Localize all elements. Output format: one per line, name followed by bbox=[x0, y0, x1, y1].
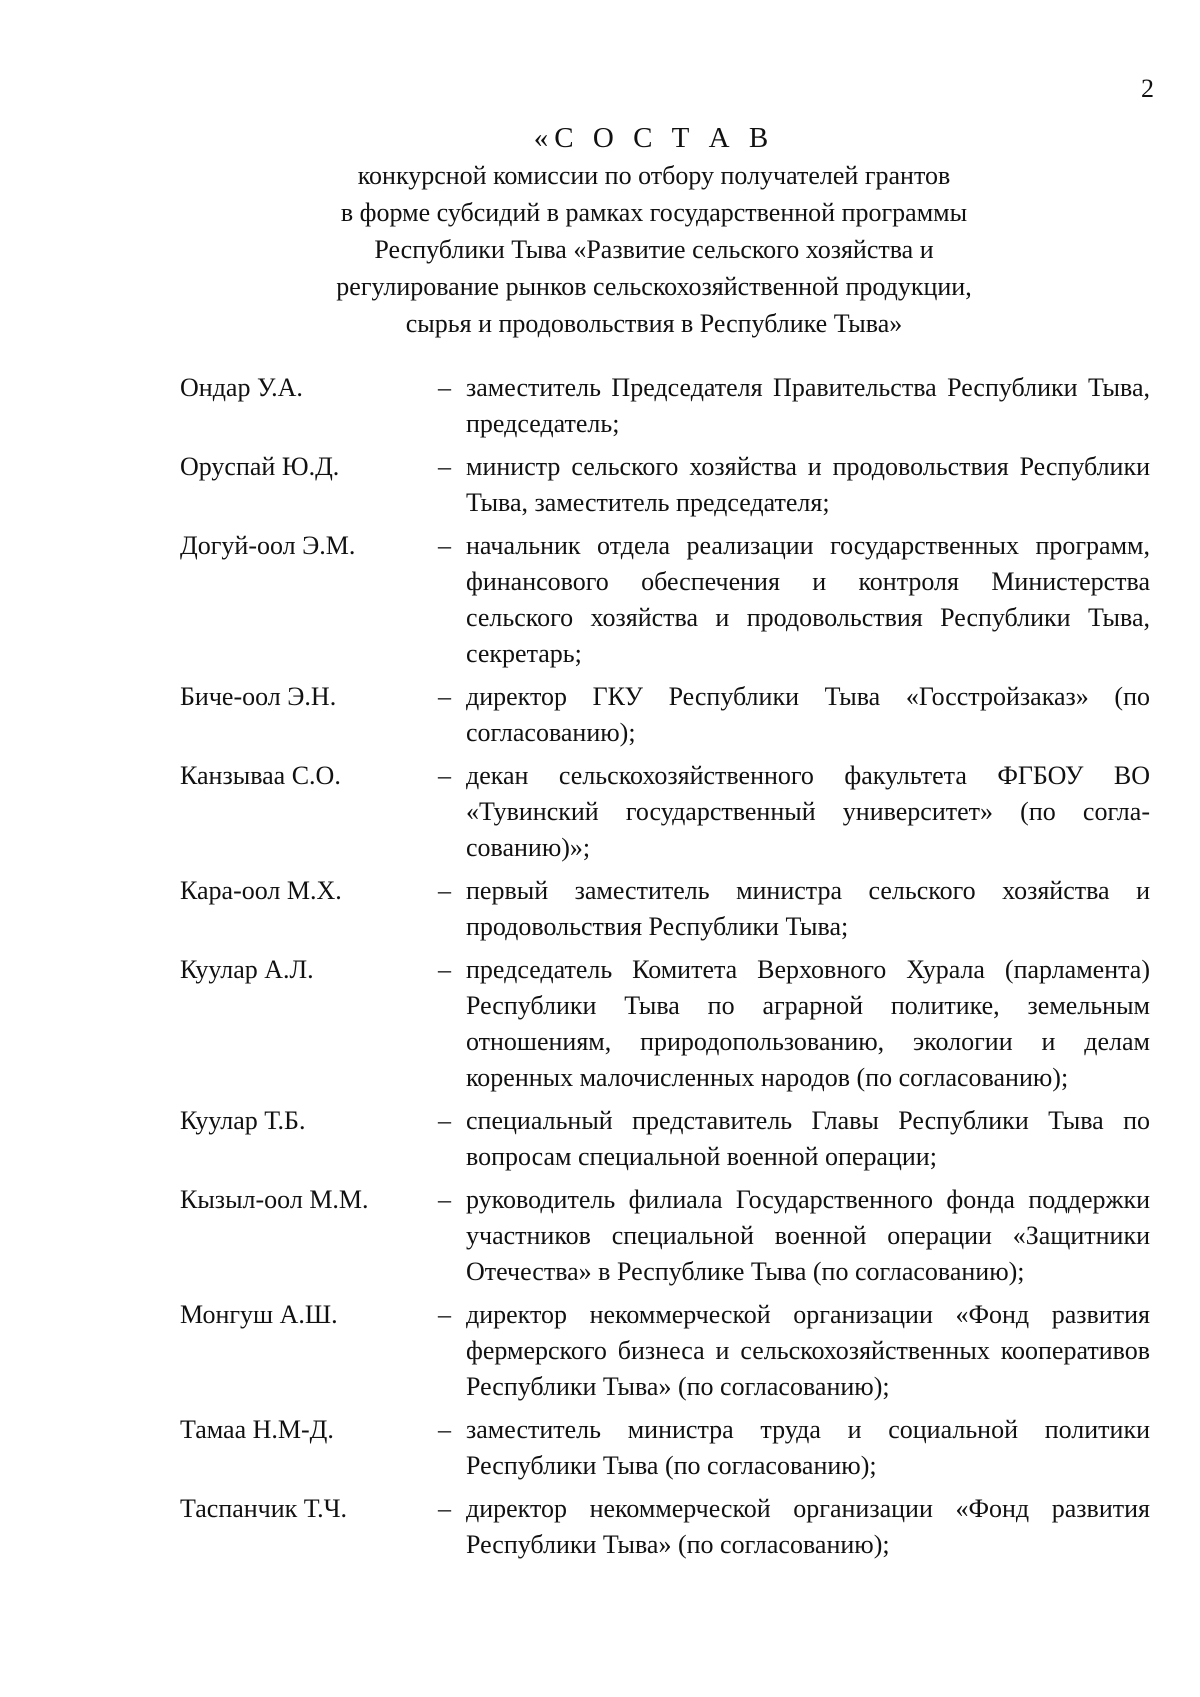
member-role: начальник отдела реализации государственных программ, финансового обеспечения и контроля Министерства сельского хозяйства и продовольствия Республики Тыва, секретарь; bbox=[466, 531, 1150, 668]
member-name: Таспанчик Т.Ч. bbox=[180, 1494, 347, 1523]
member-row bbox=[180, 952, 1150, 1096]
dash-separator: – bbox=[438, 682, 451, 711]
dash-separator: – bbox=[438, 452, 451, 481]
member-row bbox=[180, 370, 1150, 442]
member-row bbox=[180, 1103, 1150, 1175]
member-role: руководитель филиала Государственного фонда поддержки участников специальной военной операции «Защитники Отечества» в Республике Тыва (по согласованию); bbox=[466, 1185, 1150, 1286]
heading-line: регулирование рынков сельскохозяйственной продукции, bbox=[336, 272, 972, 301]
member-name: Биче-оол Э.Н. bbox=[180, 682, 337, 711]
member-name: Куулар А.Л. bbox=[180, 955, 314, 984]
commission-members-list bbox=[180, 370, 1150, 1570]
member-row bbox=[180, 679, 1150, 751]
dash-separator: – bbox=[438, 1185, 451, 1214]
dash-separator: – bbox=[438, 1415, 451, 1444]
member-role: декан сельскохозяйственного факультета ФГБОУ ВО «Тувинский государственный университет» (по согласованию)»; bbox=[466, 761, 1150, 862]
member-name: Монгуш А.Ш. bbox=[180, 1300, 338, 1329]
member-name: Догуй-оол Э.М. bbox=[180, 531, 356, 560]
member-role: заместитель министра труда и социальной политики Республики Тыва (по согласованию); bbox=[466, 1415, 1150, 1480]
heading-title: «С О С Т А В bbox=[533, 122, 775, 154]
member-name: Кызыл-оол М.М. bbox=[180, 1185, 369, 1214]
member-row bbox=[180, 1297, 1150, 1405]
member-row bbox=[180, 1412, 1150, 1484]
dash-separator: – bbox=[438, 955, 451, 984]
heading-line: сырья и продовольствия в Республике Тыва» bbox=[405, 309, 903, 338]
member-role: заместитель Председателя Правительства Республики Тыва, председатель; bbox=[466, 373, 1150, 438]
member-row bbox=[180, 449, 1150, 521]
heading-line: Республики Тыва «Развитие сельского хозяйства и bbox=[374, 235, 934, 264]
member-row bbox=[180, 1491, 1150, 1563]
dash-separator: – bbox=[438, 373, 451, 402]
page-number: 2 bbox=[1141, 74, 1154, 103]
dash-separator: – bbox=[438, 1106, 451, 1135]
member-role: председатель Комитета Верховного Хурала (парламента) Республики Тыва по аграрной политике, земельным отношениям, природопользованию, экологии и делам коренных малочисленных народов (по согласованию); bbox=[466, 955, 1150, 1092]
member-role: первый заместитель министра сельского хозяйства и продовольствия Республики Тыва; bbox=[466, 876, 1150, 941]
member-row bbox=[180, 1182, 1150, 1290]
member-name: Ондар У.А. bbox=[180, 373, 303, 402]
member-name: Оруспай Ю.Д. bbox=[180, 452, 340, 481]
document-heading bbox=[180, 120, 1128, 342]
dash-separator: – bbox=[438, 876, 451, 905]
member-role: директор некоммерческой организации «Фонд развития Республики Тыва» (по согласованию); bbox=[466, 1494, 1150, 1559]
member-role: специальный представитель Главы Республики Тыва по вопросам специальной военной операции; bbox=[466, 1106, 1150, 1171]
dash-separator: – bbox=[438, 1300, 451, 1329]
member-name: Тамаа Н.М-Д. bbox=[180, 1415, 334, 1444]
dash-separator: – bbox=[438, 761, 451, 790]
member-name: Канзываа С.О. bbox=[180, 761, 341, 790]
dash-separator: – bbox=[438, 1494, 451, 1523]
member-role: министр сельского хозяйства и продовольствия Республики Тыва, заместитель председателя; bbox=[466, 452, 1150, 517]
dash-separator: – bbox=[438, 531, 451, 560]
heading-line: в форме субсидий в рамках государственной программы bbox=[340, 198, 968, 227]
member-row bbox=[180, 528, 1150, 672]
member-name: Кара-оол М.Х. bbox=[180, 876, 342, 905]
member-role: директор некоммерческой организации «Фонд развития фермерского бизнеса и сельскохозяйственных кооперативов Республики Тыва» (по согласованию); bbox=[466, 1300, 1150, 1401]
member-role: директор ГКУ Республики Тыва «Госстройзаказ» (по согласованию); bbox=[466, 682, 1150, 747]
member-row bbox=[180, 758, 1150, 866]
member-row bbox=[180, 873, 1150, 945]
member-name: Куулар Т.Б. bbox=[180, 1106, 306, 1135]
heading-line: конкурсной комиссии по отбору получателей грантов bbox=[357, 161, 951, 190]
